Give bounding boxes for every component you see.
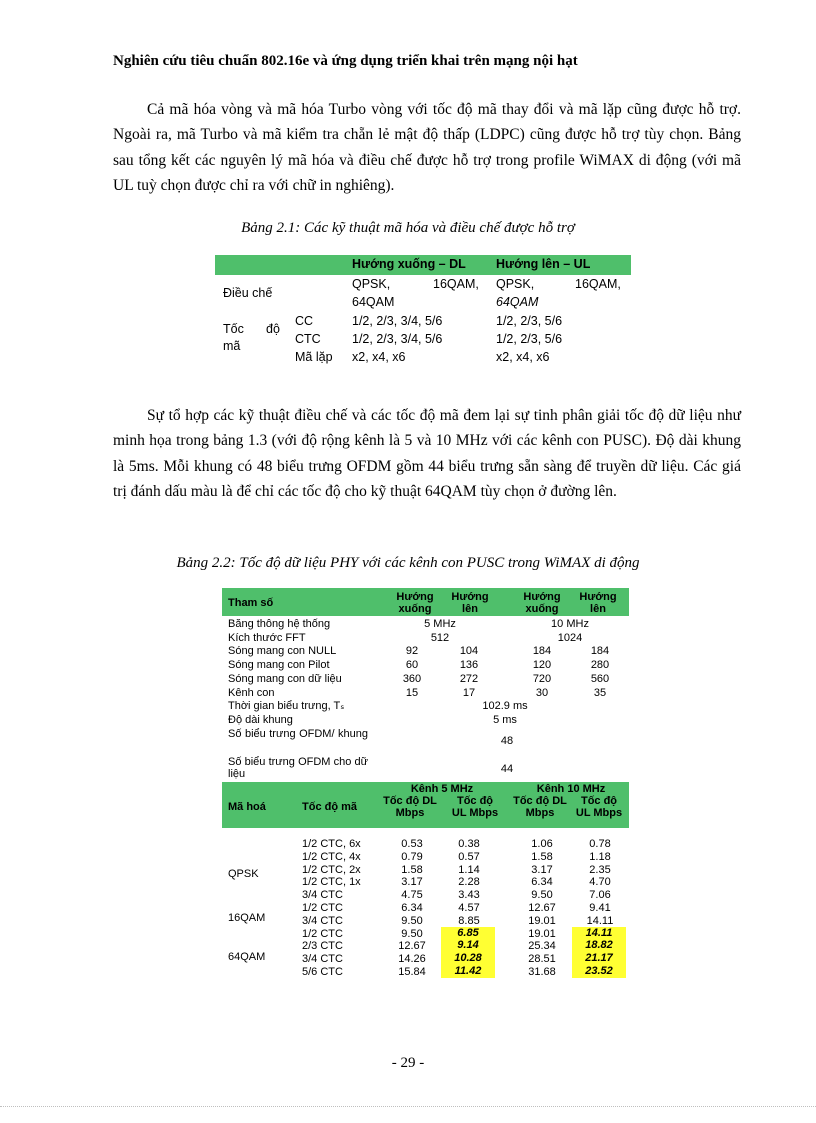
rate-value: 2.35 [589,863,611,876]
cc-dl: 1/2, 2/3, 3/4, 5/6 [352,314,443,328]
rate-value: 3.43 [458,889,480,902]
rate-value: 8.85 [458,914,480,927]
paragraph-coding: Cả mã hóa vòng và mã hóa Turbo vòng với tốc độ mã thay đổi và mã lặp cũng được hỗ trợ. Ngoài ra, mã Turbo và mã kiểm tra chẵn lẻ mật độ thấp (LDPC) cũng được hỗ trợ tùy chọn. Bảng sau tổng kết các nguyên lý mã hóa và điều chế được hỗ trợ trong profile WiMAX di động (với mã UL tuỳ chọn được chỉ ra với chữ in nghiêng). [113,101,741,194]
rate-label: 1/2 CTC, 6x [302,838,361,850]
ctc-dl: 1/2, 2/3, 3/4, 5/6 [352,332,443,346]
rate-value: 6.85 [457,926,479,939]
ofdm-data-value: 44 [500,763,514,775]
rate-value: 1.14 [458,863,480,876]
param-value: 5 ms [493,713,517,726]
rate-value: 9.14 [457,939,479,952]
rate-value: 6.34 [531,876,553,889]
rate-value: 9.50 [401,914,423,927]
mod-dl-16qam: 16QAM, [433,277,479,291]
rate-label: 5/6 CTC [302,966,343,978]
rate-value: 12.67 [398,940,426,953]
param-value: 104 [459,645,479,658]
rate-label: 1/2 CTC [302,927,343,940]
dir-header-ul-10: Hướng lên [579,591,617,615]
param-label: Kích thước FFT [228,631,306,644]
dir-header-ul-5: Hướng lên [451,591,489,615]
param-label: Thời gian biểu trưng, Tₛ [228,700,345,713]
mod-ul-16qam: 16QAM, [575,277,621,291]
rate-header-ul-10: Tốc độ UL Mbps [575,795,623,819]
chan5-header: Kênh 5 MHz [410,783,474,795]
param-value: 92 [405,645,419,658]
rate-value: 19.01 [528,914,556,927]
rate-value: 28.51 [528,953,556,966]
highlighted-ul-64qam-rate [441,965,495,978]
highlighted-ul-64qam-rate [441,939,495,952]
rate-label: 3/4 CTC [302,953,343,966]
param-header: Tham số [228,597,274,609]
param-label: Sóng mang con Pilot [228,659,330,672]
param-value-10mhz: 1024 [557,631,583,644]
rate-value: 2.28 [458,876,480,889]
rep-dl: x2, x4, x6 [352,350,406,364]
mod-header: Mã hoá [228,801,266,813]
rate-header: Tốc độ mã [302,801,358,813]
param-value: 102.9 ms [482,700,528,713]
rate-value: 0.79 [401,850,423,863]
page-number: - 29 - [391,1055,425,1071]
rate-value: 4.57 [458,902,480,914]
rate-value: 1.18 [589,850,611,863]
rate-value: 15.84 [398,966,426,978]
cc-ul: 1/2, 2/3, 5/6 [496,314,563,328]
param-label: Băng thông hệ thống [228,618,331,630]
rate-value: 4.75 [401,889,423,902]
table1-header-dl: Hướng xuống – DL [352,257,466,271]
rate-value: 1.06 [531,838,553,850]
rate-header-ul-5: Tốc độ UL Mbps [451,795,499,819]
rate-value: 31.68 [528,966,556,978]
rate-label: 3/4 CTC [302,889,343,902]
param-value: 30 [535,686,549,699]
rate-value: 18.82 [585,939,613,952]
chan10-header: Kênh 10 MHz [536,783,606,795]
rate-value: 25.34 [528,940,556,953]
rate-value: 14.26 [398,953,426,966]
mod-ul-qpsk: QPSK, [496,277,535,291]
rate-label-2: độ [266,322,280,336]
param-value: 720 [532,672,552,685]
ofdm-total-value: 48 [500,735,514,747]
table2-caption: Bảng 2.2: Tốc độ dữ liệu PHY với các kênh con PUSC trong WiMAX di động [176,555,640,571]
rate-label-1: Tốc [223,322,244,336]
rate-value: 14.11 [585,926,613,939]
rate-header-dl-5: Tốc độ DL Mbps [383,795,437,819]
highlighted-ul-64qam-rate [572,939,626,952]
rep-ul: x2, x4, x6 [496,350,550,364]
param-value: 136 [459,659,479,672]
rate-value: 3.17 [531,863,553,876]
rate-value: 1.58 [531,850,553,863]
rate-value: 9.41 [589,902,611,914]
param-value: 184 [532,645,552,658]
highlighted-ul-64qam-rate [572,927,626,940]
page-footer-rule [0,1106,816,1107]
param-value: 184 [590,645,610,658]
rate-label: 1/2 CTC, 4x [302,850,361,863]
sub-cc: CC [295,314,314,328]
rate-value: 3.17 [401,876,423,889]
rate-value: 6.34 [401,902,423,914]
highlighted-ul-64qam-rate [572,965,626,978]
table1-modulation-label: Điều chế [223,286,273,300]
highlighted-ul-64qam-rate [441,952,495,965]
highlighted-ul-64qam-rate [572,952,626,965]
param-value: 15 [405,686,419,699]
sub-ctc: CTC [295,332,321,346]
mod-dl-64qam: 64QAM [352,295,395,309]
modulation-label: QPSK [228,867,259,880]
rate-value: 0.53 [401,838,423,850]
param-label: Sóng mang con dữ liệu [228,672,342,685]
ctc-ul: 1/2, 2/3, 5/6 [496,332,563,346]
rate-value: 11.42 [454,965,482,977]
rate-value: 23.52 [585,965,613,977]
rate-header-dl-10: Tốc độ DL Mbps [513,795,567,819]
param-value: 35 [593,686,607,699]
rate-value: 0.57 [458,850,480,863]
param-value: 360 [402,672,422,685]
table1-caption: Bảng 2.1: Các kỹ thuật mã hóa và điều chế được hỗ trợ [241,220,575,236]
rate-value: 10.28 [454,952,482,965]
rate-label: 3/4 CTC [302,914,343,927]
param-value-10mhz: 10 MHz [551,618,589,630]
highlighted-ul-64qam-rate [441,927,495,940]
param-label: Độ dài khung [228,713,293,726]
param-value-5mhz: 512 [430,631,450,644]
phy-data-rate-table [222,588,629,986]
sub-repetition: Mã lặp [295,350,333,364]
mod-dl-qpsk: QPSK, [352,277,391,291]
rate-value: 14.11 [586,914,614,927]
rate-label: 1/2 CTC, 2x [302,863,361,876]
ofdm-data-label: Số biểu trưng OFDM cho dữ liệu [228,756,368,780]
rate-label: 2/3 CTC [302,940,343,953]
param-value: 272 [459,672,479,685]
rate-value: 9.50 [531,889,553,902]
rate-value: 12.67 [528,902,556,914]
rate-value: 7.06 [589,889,611,902]
rate-value: 21.17 [585,952,613,965]
param-label: Sóng mang con NULL [228,645,337,658]
rate-value: 4.70 [589,876,611,889]
modulation-label: 16QAM [228,912,266,925]
ofdm-total-label: Số biểu trưng OFDM/ khung [228,728,368,740]
rate-value: 9.50 [401,927,423,940]
dir-header-dl-5: Hướng xuống [396,591,434,615]
param-label: Kênh con [228,686,275,699]
param-value: 560 [590,672,610,685]
paragraph-data-rates: Sự tổ hợp các kỹ thuật điều chế và các tốc độ mã đem lại sự tinh phân giải tốc độ dữ liệu như minh họa trong bảng 1.3 (với độ rộng kênh là 5 và 10 MHz với các kênh con PUSC). Độ dài khung là 5ms. Mỗi khung có 48 biểu trưng OFDM gồm 44 biểu trưng sẵn sàng để truyền dữ liệu. Các giá trị đánh dấu màu là để chỉ các tốc độ cho kỹ thuật 64QAM tùy chọn ở đường lên. [113,407,741,500]
rate-value: 0.78 [589,838,611,850]
mod-ul-64qam: 64QAM [496,295,539,309]
param-value: 280 [590,659,610,672]
param-value: 60 [405,659,419,672]
param-value-5mhz: 5 MHz [424,618,456,630]
rate-value: 0.38 [458,838,480,850]
param-value: 120 [532,659,552,672]
table1-header-ul: Hướng lên – UL [496,257,591,271]
page-header: Nghiên cứu tiêu chuẩn 802.16e và ứng dụng triển khai trên mạng nội hạt [113,53,578,69]
rate-label: 1/2 CTC [302,902,343,914]
modulation-label: 64QAM [228,950,266,963]
rate-label-3: mã [223,339,241,353]
rate-label: 1/2 CTC, 1x [302,876,361,889]
coding-modulation-table [215,255,631,367]
rate-value: 19.01 [528,927,556,940]
dir-header-dl-10: Hướng xuống [523,591,561,615]
param-value: 17 [462,686,476,699]
rate-value: 1.58 [401,863,423,876]
